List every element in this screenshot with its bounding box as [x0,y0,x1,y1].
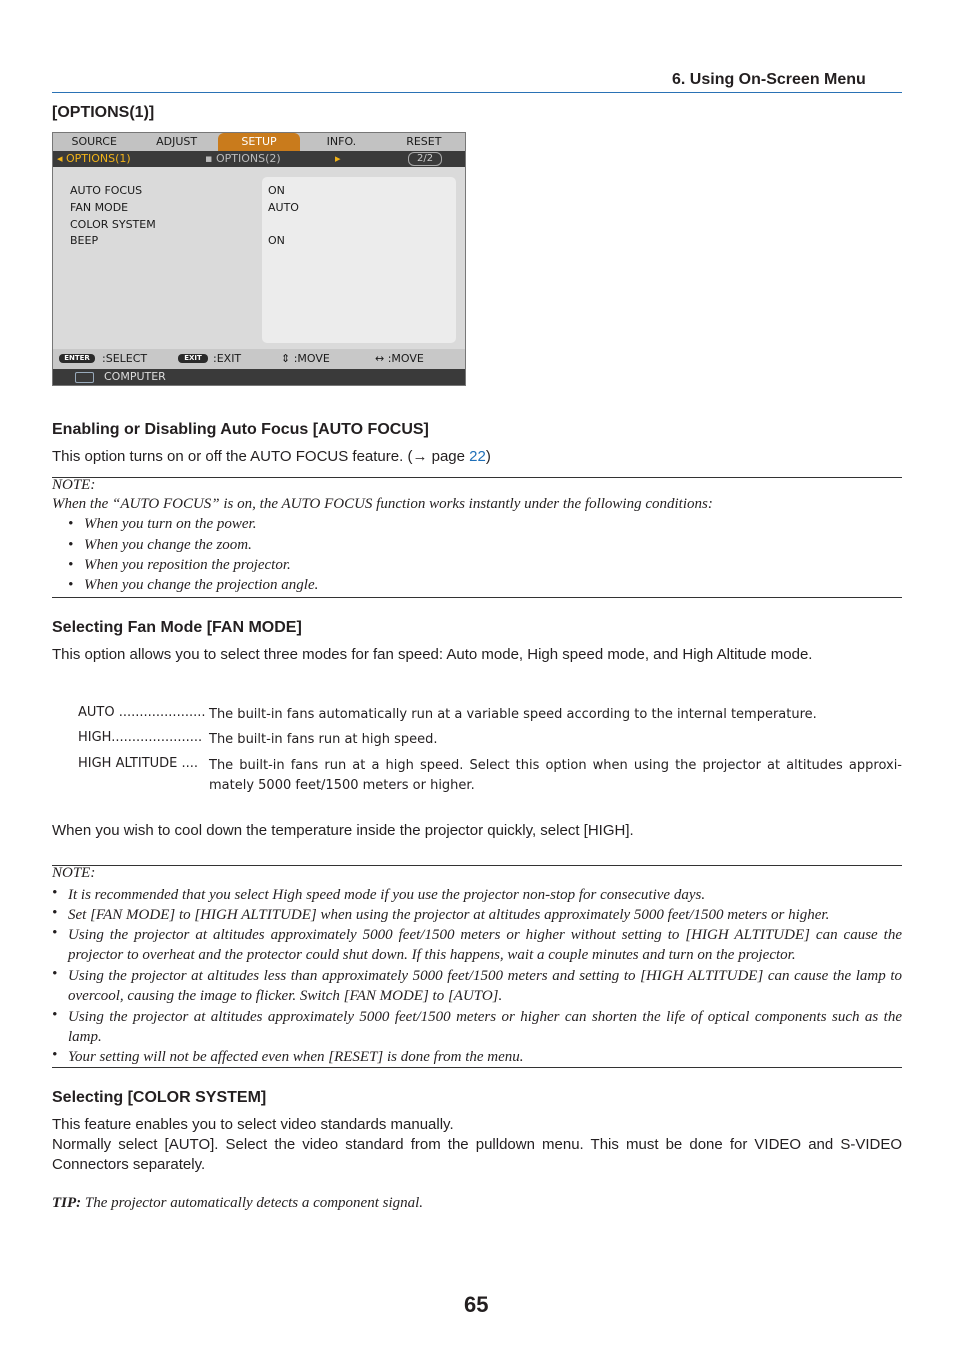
auto-focus-bullet: When you turn on the power. [84,516,257,532]
def-term-auto: AUTO ..................... [78,705,206,720]
osd-label-color-system[interactable]: COLOR SYSTEM [70,218,156,231]
bullet-marker: • [52,885,58,901]
auto-focus-note-intro: When the “AUTO FOCUS” is on, the AUTO FOCUS function works instantly under the following conditions: [52,496,713,512]
tip [52,1195,423,1212]
fan-note: Using the projector at altitudes less than approximately 5000 feet/1500 meters and setting to [HIGH ALTITUDE] can cause the lamp to overcool, causing the image to flicker. Switch [FAN MODE] to [AUTO]. [68,968,902,1005]
osd-label-auto-focus[interactable]: AUTO FOCUS [70,184,143,197]
enter-key-icon: ENTER [59,354,95,363]
bullet-marker: • [68,516,74,532]
fan-note: Your setting will not be affected even when [RESET] is done from the menu. [68,1049,524,1065]
osd-exit-hint: :EXIT [213,352,242,365]
page-number: 65 [464,1292,489,1317]
osd-source-label: COMPUTER [104,370,166,383]
osd-move-leftright-hint: ↔ :MOVE [375,352,424,365]
fan-note: Set [FAN MODE] to [HIGH ALTITUDE] when using the projector at altitudes approximately 5000 feet/1500 meters or higher. [68,907,830,923]
def-term-high-altitude: HIGH ALTITUDE .... [78,756,199,771]
bullet-marker: • [68,577,74,593]
def-desc-high: The built-in fans run at high speed. [209,732,438,747]
fan-mode-intro: This option allows you to select three modes for fan speed: Auto mode, High speed mode, and High Altitude mode. [52,646,813,663]
section-title: [OPTIONS(1)] [52,104,155,121]
osd-tab-reset[interactable]: RESET [406,135,442,148]
osd-value-fan-mode[interactable]: AUTO [268,201,299,214]
exit-key-icon: EXIT [178,354,208,363]
chapter-title: 6. Using On-Screen Menu [672,71,866,88]
def-term-high: HIGH...................... [78,730,203,745]
osd-status-bar [53,369,465,385]
osd-select-hint: :SELECT [102,352,148,365]
def-desc-auto: The built-in fans automatically run at a variable speed according to the internal temperature. [209,707,817,722]
header-rule [52,92,902,93]
osd-tab-adjust[interactable]: ADJUST [156,135,198,148]
fan-note: Using the projector at altitudes approximately 5000 feet/1500 meters or higher without setting to [HIGH ALTITUDE] can cause the projector to overheat and the protector could shut down. If this happens, wait a couple minutes and turn on the projector. [68,927,902,964]
osd-tab-info[interactable]: INFO. [326,135,357,148]
auto-focus-heading: Enabling or Disabling Auto Focus [AUTO FOCUS] [52,421,429,438]
auto-focus-bullet: When you change the zoom. [84,537,252,553]
bullet-marker: • [52,966,58,982]
osd-tab-bar [53,133,465,151]
note-label: NOTE: [52,477,96,493]
note-label: NOTE: [52,865,96,881]
page-22-link[interactable]: 22 [469,448,486,465]
bullet-marker: • [52,905,58,921]
color-system-heading: Selecting [COLOR SYSTEM] [52,1089,267,1106]
osd-menu [52,132,466,386]
osd-footer [53,349,465,369]
fan-mode-after: When you wish to cool down the temperature inside the projector quickly, select [HIGH]. [52,822,634,839]
fan-note: Using the projector at altitudes approximately 5000 feet/1500 meters or higher can shorten the life of optical components such as the lamp. [68,1009,902,1046]
note-rule-top [52,477,902,478]
osd-subtab-options1[interactable]: ◂ OPTIONS(1) [57,152,131,165]
osd-label-fan-mode[interactable]: FAN MODE [70,201,129,214]
osd-tab-setup[interactable]: SETUP [218,133,300,151]
auto-focus-text [52,447,491,467]
osd-subtab-options2[interactable]: ▪ OPTIONS(2) [205,152,281,165]
bullet-marker: • [52,1047,58,1063]
auto-focus-bullet: When you change the projection angle. [84,577,319,593]
def-desc-high-altitude: The built-in fans run at a high speed. Select this option when using the projector at altitudes approxi-mately 5000 feet/1500 meters or higher. [209,758,902,793]
tip-label: TIP: [52,1195,82,1211]
osd-subtab-bar [53,151,465,167]
auto-focus-bullet: When you reposition the projector. [84,557,291,573]
bullet-marker: • [52,1007,58,1023]
osd-page-indicator: 2/2 [408,152,442,166]
tip-text: The projector automatically detects a component signal. [81,1195,424,1211]
osd-value-auto-focus[interactable]: ON [268,184,285,197]
osd-body [53,167,465,349]
note-rule-top [52,865,902,866]
osd-next-arrow-icon[interactable]: ▸ [335,152,341,165]
color-system-line1: This feature enables you to select video standards manually. [52,1116,454,1133]
bullet-marker: • [68,537,74,553]
auto-focus-text-body: This option turns on or off the AUTO FOCUS feature. (→ page [52,448,470,465]
bullet-marker: • [68,557,74,573]
osd-move-updown-hint: ⇕ :MOVE [281,352,330,365]
bullet-marker: • [52,925,58,941]
fan-note: It is recommended that you select High speed mode if you use the projector non-stop for consecutive days. [68,887,706,903]
osd-tab-source[interactable]: SOURCE [71,135,117,148]
auto-focus-text-end: ) [485,448,491,465]
color-system-line2: Normally select [AUTO]. Select the video standard from the pulldown menu. This must be done for VIDEO and S-VIDEO Connectors separately. [52,1136,902,1173]
monitor-icon [75,372,94,383]
osd-value-beep[interactable]: ON [268,234,285,247]
note-rule-bottom [52,597,902,598]
fan-mode-heading: Selecting Fan Mode [FAN MODE] [52,619,302,636]
note-rule-bottom [52,1067,902,1068]
osd-label-beep[interactable]: BEEP [70,234,99,247]
